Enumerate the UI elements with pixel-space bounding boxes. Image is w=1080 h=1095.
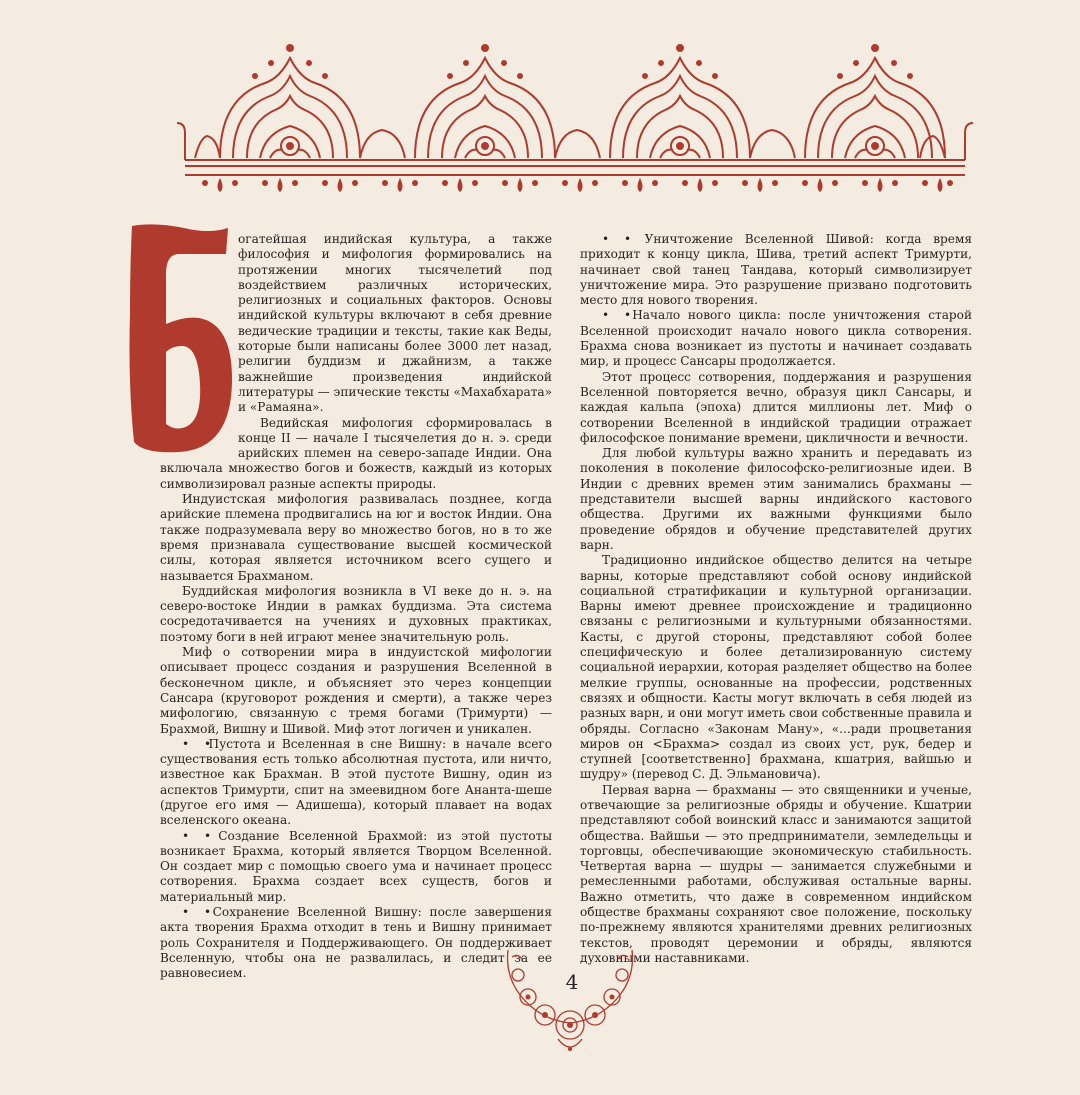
dropcap-letter (124, 224, 234, 456)
text-columns (160, 232, 972, 982)
paragraph: огатейшая индийская культура, а также философия и мифология формировались на протяжении многих тысячелетий под воздействием различных исторических, религиозных и социальных факторов. Основы индийской культуры включают в себя древние ведические традиции и тексты, такие как Веды, которые были написаны более 3000 лет назад, религии буддизм и джайнизм, а также важнейшие произведения индийской литературы — эпические тексты «Махабхарата» и «Рамаяна». (238, 232, 552, 415)
paragraph: Первая варна — брахманы — это священники и ученые, отвечающие за религиозные обряды и обучение. Кшатрии представляют собой воинский класс и занимаются защитой общества. Вайшьи — это предприниматели, земледельцы и торговцы, обеспечивающие экономическую стабильность. Четвертая варна — шудры — занимается служебными и ремесленными работами, обслуживая остальные варны. Важно отметить, что даже в современном индийском обществе брахманы сохраняют свое положение, поскольку по-прежнему являются хранителями древних религиозных текстов, проводят церемонии и обряды, являются духовными наставниками. (580, 782, 972, 965)
paragraph: Традиционно индийское общество делится на четыре варны, которые представляют собой основу индийской социальной стратификации и культурной организации. Варны имеют древнее происхождение и традиционно связаны с религиозными и культурными обязанностями. Касты, с другой стороны, представляют собой более специфическую и более детализированную систему социальной иерархии, которая разделяет общество на более мелкие группы, основанные на профессии, родственных связях и общности. Касты могут включать в себя людей из разных варн, и они могут иметь свои собственные правила и обряды. Согласно «Законам Ману», «...ради процветания миров он <Брахма> создал из своих уст, рук, бедер и ступней [соответственно] брахмана, кшатрия, вайшью и шудру» (перевод С. Д. Эльмановича). (580, 553, 972, 782)
header-ornament (175, 38, 975, 198)
paragraph: Этот процесс сотворения, поддержания и разрушения Вселенной повторяется вечно, образуя цикл Сансары, и каждая кальпа (эпоха) длится миллионы лет. Миф о сотворении Вселенной в индийской традиции отражает философское понимание времени, цикличности и вечности. (580, 369, 972, 445)
right-column (580, 232, 972, 982)
paragraph: Ведийская мифология сформировалась в конце II — начале I тысячелетия до н. э. среди арийских племен на северо-западе Индии. Она включала множество богов и божеств, каждый из которых символизировал разные аспекты природы. (160, 415, 552, 491)
paragraph: Индуистская мифология развивалась позднее, когда арийские племена продвигались на юг и восток Индии. Она также подразумевала веру во множество богов, но в то же время признавала существование высшей космической силы, которая является источником всего сущего и называется Брахманом. (160, 492, 552, 583)
bullet-item: • • Пустота и Вселенная в сне Вишну: в начале всего существования есть только абсолютная пустота, или ничто, известное как Брахман. В этой пустоте Вишну, один из аспектов Тримурти, спит на змеевидном боге Ананта-шеше (другое его имя — Адишеша), который плавает на водах вселенского океана. (160, 737, 552, 829)
left-column (160, 232, 552, 982)
page-number: 4 (565, 970, 579, 994)
paragraph: Для любой культуры важно хранить и передавать из поколения в поколение философско-религиозные идеи. В Индии с древних времен этим занимались брахманы — представители высшей варны индийского кастового общества. Другими их важными функциями было проведение обрядов и обучение представителей других варн. (580, 446, 972, 552)
bullet-item: • • Сохранение Вселенной Вишну: после завершения акта творения Брахма отходит в тень и Вишну принимает роль Сохранителя и Поддерживающего. Он поддерживает Вселенную, чтобы она не развалилась, и следит за ее равновесием. (160, 905, 552, 981)
bullet-item: • • Уничтожение Вселенной Шивой: когда время приходит к концу цикла, Шива, третий аспект Тримурти, начинает свой танец Тандава, который символизирует уничтожение мира. Это разрушение призвано подготовить место для нового творения. (580, 232, 972, 308)
paragraph: Буддийская мифология возникла в VI веке до н. э. на северо-востоке Индии в рамках буддизма. Эта система сосредотачивается на учениях и духовных практиках, поэтому боги в ней играют менее значительную роль. (160, 583, 552, 644)
bullet-item: • • Создание Вселенной Брахмой: из этой пустоты возникает Брахма, который является Творцом Вселенной. Он создает мир с помощью своего ума и начинает процесс сотворения. Брахма создает всех существ, богов и материальный мир. (160, 829, 552, 905)
bullet-item: • • Начало нового цикла: после уничтожения старой Вселенной происходит начало нового цикла сотворения. Брахма снова возникает из пустоты и начинает создавать мир, и процесс Сансары продолжается. (580, 308, 972, 369)
paragraph: Миф о сотворении мира в индуистской мифологии описывает процесс создания и разрушения Вселенной в бесконечном цикле, и объясняет это через концепции Сансара (круговорот рождения и смерти), а также через мифологию, связанную с тремя богами (Тримурти) — Брахмой, Вишну и Шивой. Миф этот логичен и уникален. (160, 645, 552, 736)
footer-ornament (500, 945, 640, 1055)
